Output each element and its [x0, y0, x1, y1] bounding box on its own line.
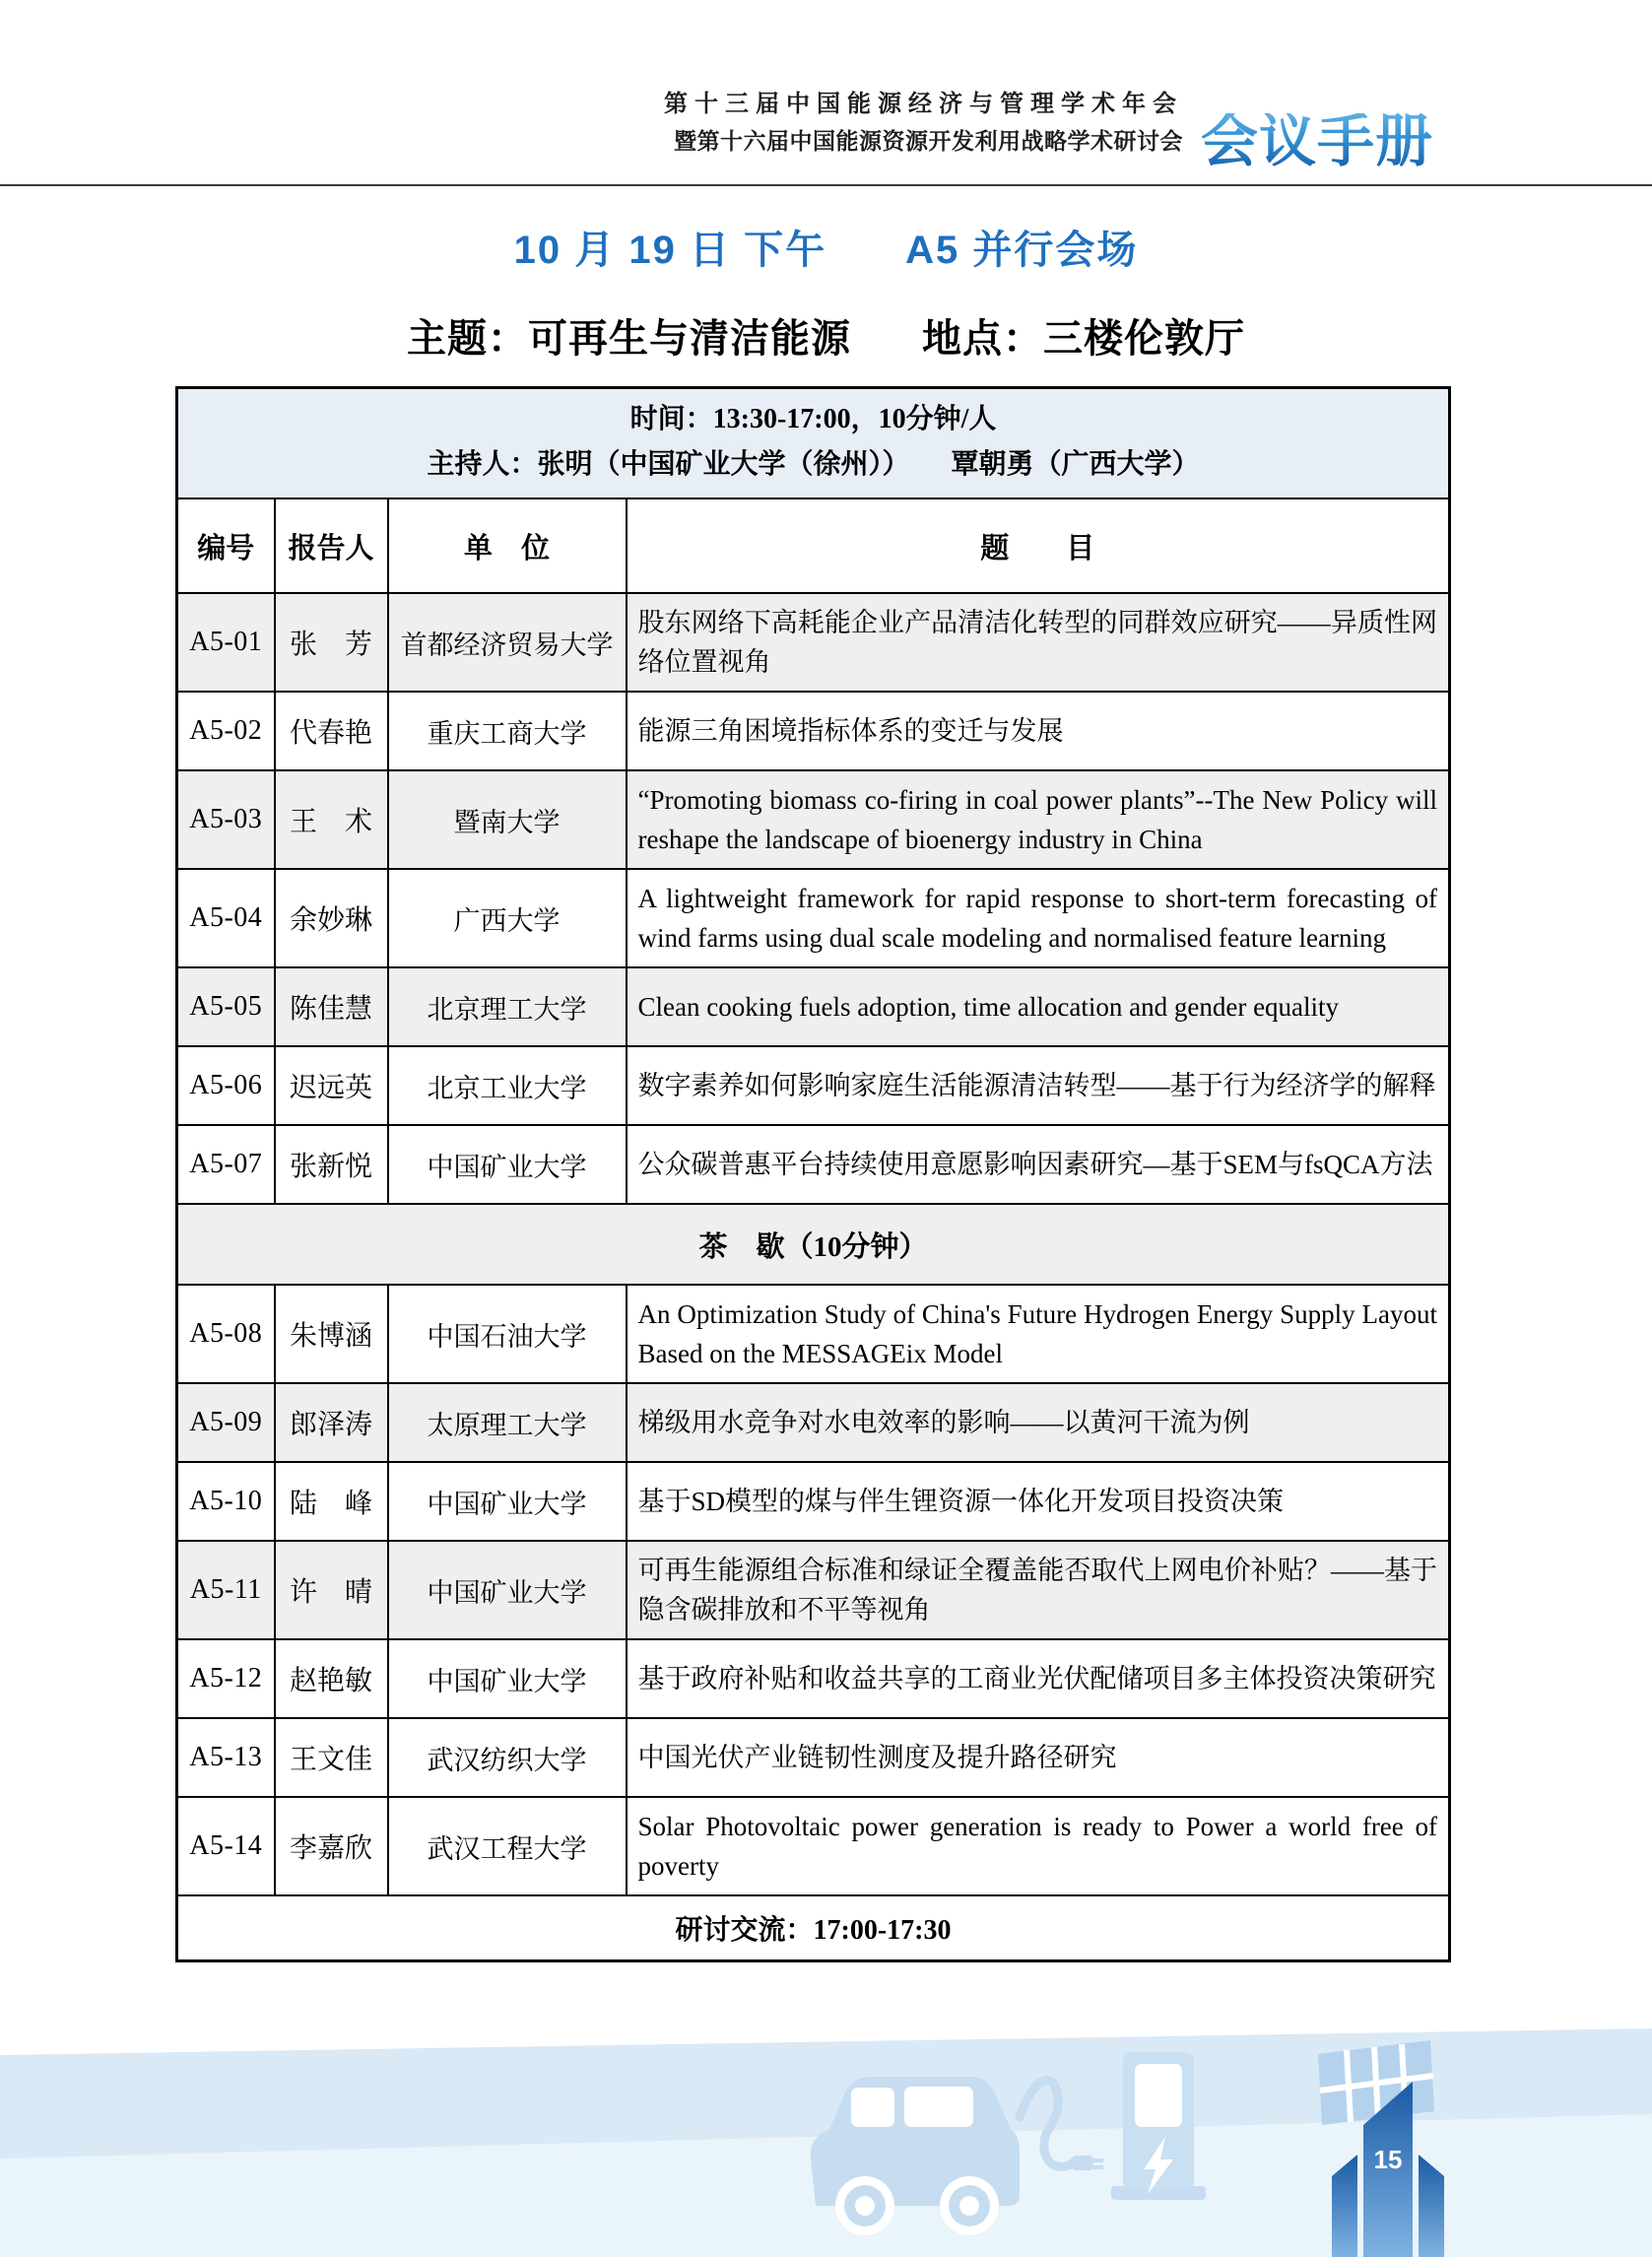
- paper-title: 梯级用水竞争对水电效率的影响——以黄河干流为例: [627, 1383, 1450, 1462]
- table-row: [177, 1125, 1450, 1204]
- table-row: [177, 869, 1450, 967]
- session-chairs: 主持人：张明（中国矿业大学（徐州）） 覃朝勇（广西大学）: [427, 449, 1200, 480]
- paper-speaker: 王文佳: [275, 1718, 388, 1797]
- tea-break-label: 茶 歇（10分钟）: [177, 1204, 1450, 1285]
- paper-title: 中国光伏产业链韧性测度及提升路径研究: [627, 1718, 1450, 1797]
- paper-title: Clean cooking fuels adoption, time allocation and gender equality: [627, 967, 1450, 1046]
- session-venue: A5 并行会场: [905, 229, 1139, 272]
- paper-id: A5-09: [177, 1383, 275, 1462]
- paper-unit: 广西大学: [388, 869, 627, 967]
- table-row: [177, 1383, 1450, 1462]
- paper-id: A5-03: [177, 770, 275, 869]
- paper-title: 基于政府补贴和收益共享的工商业光伏配储项目多主体投资决策研究: [627, 1639, 1450, 1718]
- table-row: [177, 967, 1450, 1046]
- paper-id: A5-11: [177, 1541, 275, 1639]
- paper-title: 股东网络下高耗能企业产品清洁化转型的同群效应研究——异质性网络位置视角: [627, 593, 1450, 692]
- table-row: [177, 593, 1450, 692]
- paper-speaker: 朱博涵: [275, 1285, 388, 1383]
- paper-id: A5-01: [177, 593, 275, 692]
- column-header-unit: 单 位: [388, 498, 627, 593]
- column-header-id: 编号: [177, 498, 275, 593]
- footer-artwork: [0, 2011, 1652, 2257]
- paper-title: 基于SD模型的煤与伴生锂资源一体化开发项目投资决策: [627, 1462, 1450, 1541]
- paper-unit: 武汉工程大学: [388, 1797, 627, 1895]
- paper-id: A5-02: [177, 692, 275, 770]
- page-number: 15: [1373, 2145, 1403, 2174]
- paper-unit: 首都经济贸易大学: [388, 593, 627, 692]
- table-row: [177, 1285, 1450, 1383]
- table-row: [177, 770, 1450, 869]
- paper-speaker: 郎泽涛: [275, 1383, 388, 1462]
- column-header-speaker: 报告人: [275, 498, 388, 593]
- paper-id: A5-13: [177, 1718, 275, 1797]
- conference-title-block: [664, 89, 1183, 157]
- paper-title: Solar Photovoltaic power generation is ready to Power a world free of poverty: [627, 1797, 1450, 1895]
- handbook-logo-text: 会议手册: [1200, 109, 1433, 173]
- table-row: [177, 1046, 1450, 1125]
- column-header-title: 题 目: [627, 498, 1450, 593]
- session-location: 地点：三楼伦敦厅: [922, 317, 1245, 361]
- paper-unit: 中国石油大学: [388, 1285, 627, 1383]
- paper-unit: 北京理工大学: [388, 967, 627, 1046]
- paper-unit: 太原理工大学: [388, 1383, 627, 1462]
- paper-unit: 北京工业大学: [388, 1046, 627, 1125]
- paper-id: A5-04: [177, 869, 275, 967]
- paper-speaker: 李嘉欣: [275, 1797, 388, 1895]
- session-subtitle: [0, 307, 1652, 364]
- paper-speaker: 陈佳慧: [275, 967, 388, 1046]
- paper-title: 可再生能源组合标准和绿证全覆盖能否取代上网电价补贴？——基于隐含碳排放和不平等视角: [627, 1541, 1450, 1639]
- paper-unit: 重庆工商大学: [388, 692, 627, 770]
- paper-unit: 暨南大学: [388, 770, 627, 869]
- table-row: [177, 1541, 1450, 1639]
- session-date: 10 月 19 日 下午: [513, 229, 827, 272]
- session-time: 时间：13:30-17:00，10分钟/人: [629, 404, 997, 434]
- paper-id: A5-12: [177, 1639, 275, 1718]
- paper-speaker: 张 芳: [275, 593, 388, 692]
- session-table-body: [177, 388, 1450, 1961]
- paper-title: 能源三角困境指标体系的变迁与发展: [627, 692, 1450, 770]
- session-title: [0, 219, 1652, 275]
- paper-title: A lightweight framework for rapid response to short-term forecasting of wind farms using dual scale modeling and normalised feature learning: [627, 869, 1450, 967]
- paper-speaker: 代春艳: [275, 692, 388, 770]
- paper-speaker: 王 术: [275, 770, 388, 869]
- table-row: [177, 692, 1450, 770]
- paper-id: A5-14: [177, 1797, 275, 1895]
- paper-id: A5-06: [177, 1046, 275, 1125]
- session-theme: 主题：可再生与清洁能源: [407, 317, 851, 361]
- session-table: [175, 386, 1451, 1962]
- paper-speaker: 余妙琳: [275, 869, 388, 967]
- paper-speaker: 陆 峰: [275, 1462, 388, 1541]
- tea-break-row: [177, 1204, 1450, 1285]
- closing-row: [177, 1895, 1450, 1960]
- paper-id: A5-10: [177, 1462, 275, 1541]
- paper-unit: 武汉纺织大学: [388, 1718, 627, 1797]
- header-divider-line: [0, 184, 1652, 186]
- page-header: [663, 89, 1433, 173]
- table-row: [177, 1797, 1450, 1895]
- conference-title-line1: 第十三届中国能源经济与管理学术年会: [663, 91, 1183, 117]
- paper-unit: 中国矿业大学: [388, 1462, 627, 1541]
- paper-id: A5-08: [177, 1285, 275, 1383]
- schedule-table-wrap: [175, 386, 1448, 1962]
- closing-label: 研讨交流：17:00-17:30: [177, 1895, 1450, 1960]
- paper-title: 公众碳普惠平台持续使用意愿影响因素研究—基于SEM与fsQCA方法: [627, 1125, 1450, 1204]
- paper-id: A5-07: [177, 1125, 275, 1204]
- paper-title: 数字素养如何影响家庭生活能源清洁转型——基于行为经济学的解释: [627, 1046, 1450, 1125]
- table-column-header-row: [177, 498, 1450, 593]
- paper-speaker: 迟远英: [275, 1046, 388, 1125]
- table-row: [177, 1718, 1450, 1797]
- ev-charging-station-icon: [1111, 2052, 1206, 2200]
- table-info-header-row: [177, 388, 1450, 499]
- paper-unit: 中国矿业大学: [388, 1541, 627, 1639]
- paper-title: “Promoting biomass co-firing in coal power plants”--The New Policy will reshape the landscape of bioenergy industry in China: [627, 770, 1450, 869]
- table-row: [177, 1639, 1450, 1718]
- paper-unit: 中国矿业大学: [388, 1639, 627, 1718]
- paper-unit: 中国矿业大学: [388, 1125, 627, 1204]
- table-row: [177, 1462, 1450, 1541]
- paper-speaker: 张新悦: [275, 1125, 388, 1204]
- paper-speaker: 赵艳敏: [275, 1639, 388, 1718]
- table-info-header-cell: [177, 388, 1450, 499]
- paper-speaker: 许 晴: [275, 1541, 388, 1639]
- conference-title-line2: 暨第十六届中国能源资源开发利用战略学术研讨会: [673, 128, 1183, 154]
- paper-id: A5-05: [177, 967, 275, 1046]
- paper-title: An Optimization Study of China's Future Hydrogen Energy Supply Layout Based on the MESSAGEix Model: [627, 1285, 1450, 1383]
